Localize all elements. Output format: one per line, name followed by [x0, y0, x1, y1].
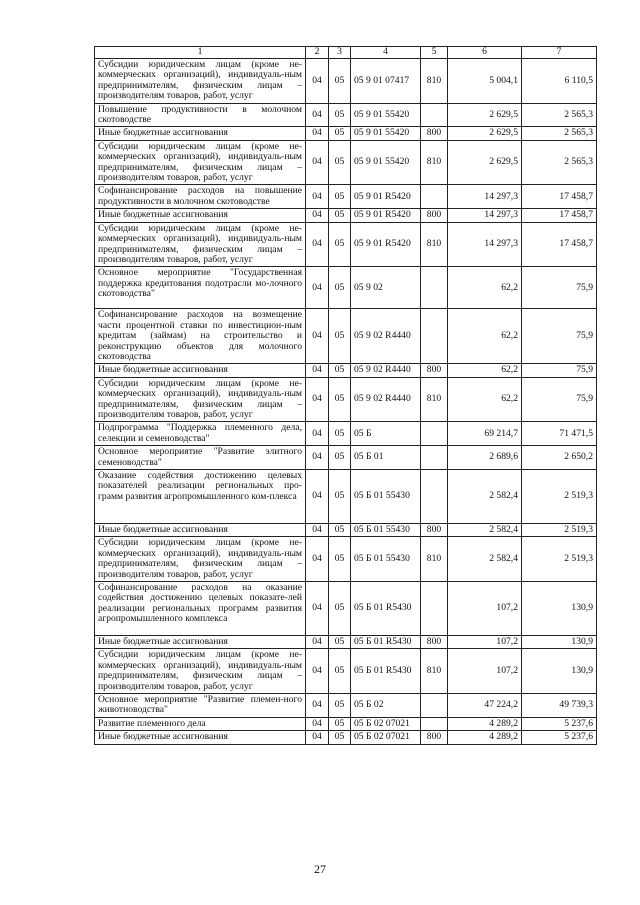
table-row [95, 731, 597, 744]
row-amount-1-cell: 2 582,4 [448, 524, 522, 537]
row-subsection-cell: 05 [329, 59, 351, 104]
table-row [95, 470, 597, 524]
row-amount-1-cell: 62,2 [448, 309, 522, 364]
row-amount-2-cell: 17 458,7 [522, 185, 597, 209]
row-amount-1-cell: 2 582,4 [448, 470, 522, 524]
row-subsection-cell: 05 [329, 209, 351, 222]
table-row [95, 267, 597, 309]
row-name-cell: Подпрограмма "Поддержка племенного дела, селекции и семеноводства" [95, 422, 306, 446]
row-section-cell: 04 [306, 140, 329, 185]
row-amount-1-cell: 62,2 [448, 267, 522, 309]
row-name-cell: Софинансирование расходов на повышение продуктивности в молочном скотоводстве [95, 185, 306, 209]
table-row [95, 222, 597, 267]
row-expense-type-cell [421, 470, 448, 524]
row-target-article-cell: 05 Б 01 55430 [351, 470, 421, 524]
table-row [95, 582, 597, 636]
row-amount-2-cell: 2 565,3 [522, 127, 597, 140]
row-target-article-cell: 05 9 01 07417 [351, 59, 421, 104]
table-row [95, 524, 597, 537]
row-target-article-cell: 05 Б 01 55430 [351, 537, 421, 582]
row-amount-1-cell: 62,2 [448, 377, 522, 422]
row-amount-2-cell: 2 519,3 [522, 470, 597, 524]
row-amount-1-cell: 14 297,3 [448, 222, 522, 267]
row-amount-1-cell: 47 224,2 [448, 694, 522, 718]
row-name-cell: Субсидии юридическим лицам (кроме не-коммерческих организаций), индивидуаль-ным предпринимателям, физическим лицам – производителям товаров, работ, услуг [95, 59, 306, 104]
row-amount-2-cell: 2 565,3 [522, 103, 597, 127]
row-target-article-cell: 05 9 02 [351, 267, 421, 309]
row-target-article-cell: 05 9 01 R5420 [351, 222, 421, 267]
row-section-cell: 04 [306, 267, 329, 309]
table-row [95, 185, 597, 209]
row-amount-2-cell: 2 519,3 [522, 524, 597, 537]
row-name-cell: Основное мероприятие "Развитие элитного семеноводства" [95, 446, 306, 470]
row-target-article-cell: 05 Б 01 [351, 446, 421, 470]
table-row [95, 717, 597, 730]
row-name-cell: Субсидии юридическим лицам (кроме не-коммерческих организаций), индивидуаль-ным предпринимателям, физическим лицам – производителям товаров, работ, услуг [95, 222, 306, 267]
row-target-article-cell: 05 Б 01 R5430 [351, 582, 421, 636]
table-row [95, 140, 597, 185]
row-name-cell: Развитие племенного дела [95, 717, 306, 730]
row-section-cell: 04 [306, 364, 329, 377]
header-cell: 7 [522, 47, 597, 59]
row-target-article-cell: 05 9 02 R4440 [351, 377, 421, 422]
row-subsection-cell: 05 [329, 127, 351, 140]
row-section-cell: 04 [306, 582, 329, 636]
header-cell: 3 [329, 47, 351, 59]
row-amount-2-cell: 5 237,6 [522, 731, 597, 744]
row-name-cell: Иные бюджетные ассигнования [95, 636, 306, 649]
row-target-article-cell: 05 Б 02 [351, 694, 421, 718]
row-subsection-cell: 05 [329, 103, 351, 127]
row-section-cell: 04 [306, 127, 329, 140]
row-expense-type-cell: 810 [421, 537, 448, 582]
row-section-cell: 04 [306, 524, 329, 537]
row-amount-1-cell: 14 297,3 [448, 209, 522, 222]
budget-table-sheet [94, 46, 596, 745]
header-cell: 4 [351, 47, 421, 59]
row-section-cell: 04 [306, 731, 329, 744]
row-target-article-cell: 05 Б 01 55430 [351, 524, 421, 537]
table-row [95, 649, 597, 694]
row-amount-2-cell: 17 458,7 [522, 209, 597, 222]
row-amount-2-cell: 75,9 [522, 377, 597, 422]
row-amount-2-cell: 75,9 [522, 267, 597, 309]
row-subsection-cell: 05 [329, 649, 351, 694]
table-row [95, 446, 597, 470]
row-amount-2-cell: 5 237,6 [522, 717, 597, 730]
row-subsection-cell: 05 [329, 377, 351, 422]
row-name-cell: Оказание содействия достижению целевых показателей реализации региональных про-грамм развития агропромышленного ком-плекса [95, 470, 306, 524]
row-target-article-cell: 05 9 01 55420 [351, 103, 421, 127]
table-row [95, 309, 597, 364]
row-amount-2-cell: 2 565,3 [522, 140, 597, 185]
row-name-cell: Иные бюджетные ассигнования [95, 209, 306, 222]
row-amount-1-cell: 107,2 [448, 582, 522, 636]
row-expense-type-cell: 810 [421, 140, 448, 185]
row-amount-1-cell: 69 214,7 [448, 422, 522, 446]
row-amount-1-cell: 107,2 [448, 649, 522, 694]
row-subsection-cell: 05 [329, 582, 351, 636]
row-expense-type-cell: 800 [421, 209, 448, 222]
row-section-cell: 04 [306, 377, 329, 422]
row-expense-type-cell [421, 446, 448, 470]
row-target-article-cell: 05 9 02 R4440 [351, 364, 421, 377]
row-target-article-cell: 05 9 01 R5420 [351, 185, 421, 209]
row-subsection-cell: 05 [329, 267, 351, 309]
row-section-cell: 04 [306, 649, 329, 694]
row-amount-2-cell: 75,9 [522, 364, 597, 377]
row-subsection-cell: 05 [329, 364, 351, 377]
row-expense-type-cell: 800 [421, 364, 448, 377]
row-section-cell: 04 [306, 422, 329, 446]
row-expense-type-cell: 810 [421, 377, 448, 422]
row-expense-type-cell: 810 [421, 649, 448, 694]
table-row [95, 59, 597, 104]
row-target-article-cell: 05 Б [351, 422, 421, 446]
row-name-cell: Иные бюджетные ассигнования [95, 731, 306, 744]
row-amount-2-cell: 17 458,7 [522, 222, 597, 267]
row-amount-1-cell: 2 629,5 [448, 140, 522, 185]
row-subsection-cell: 05 [329, 636, 351, 649]
row-target-article-cell: 05 9 01 55420 [351, 140, 421, 185]
row-subsection-cell: 05 [329, 140, 351, 185]
row-amount-1-cell: 2 629,5 [448, 103, 522, 127]
table-row [95, 103, 597, 127]
row-target-article-cell: 05 Б 01 R5430 [351, 636, 421, 649]
row-amount-1-cell: 14 297,3 [448, 185, 522, 209]
row-section-cell: 04 [306, 446, 329, 470]
row-amount-1-cell: 4 289,2 [448, 731, 522, 744]
row-subsection-cell: 05 [329, 222, 351, 267]
row-expense-type-cell [421, 694, 448, 718]
row-name-cell: Иные бюджетные ассигнования [95, 127, 306, 140]
table-row [95, 209, 597, 222]
row-amount-1-cell: 4 289,2 [448, 717, 522, 730]
row-section-cell: 04 [306, 59, 329, 104]
table-row [95, 127, 597, 140]
row-section-cell: 04 [306, 103, 329, 127]
budget-table [94, 46, 597, 745]
header-cell: 2 [306, 47, 329, 59]
row-name-cell: Софинансирование расходов на возмещение части процентной ставки по инвестицион-ным кредитам (займам) на строительство и реконструкцию объектов для молочного скотоводства [95, 309, 306, 364]
row-amount-2-cell: 130,9 [522, 582, 597, 636]
header-cell: 1 [95, 47, 306, 59]
row-subsection-cell: 05 [329, 185, 351, 209]
row-amount-2-cell: 130,9 [522, 649, 597, 694]
row-expense-type-cell [421, 267, 448, 309]
row-name-cell: Основное мероприятие "Государственная поддержка кредитования подотрасли мо-лочного скотоводства" [95, 267, 306, 309]
table-row [95, 422, 597, 446]
row-expense-type-cell [421, 103, 448, 127]
row-target-article-cell: 05 9 02 R4440 [351, 309, 421, 364]
row-section-cell: 04 [306, 537, 329, 582]
row-expense-type-cell: 800 [421, 636, 448, 649]
row-name-cell: Субсидии юридическим лицам (кроме не-коммерческих организаций), индивидуаль-ным предпринимателям, физическим лицам – производителям товаров, работ, услуг [95, 377, 306, 422]
row-expense-type-cell [421, 717, 448, 730]
row-amount-1-cell: 2 582,4 [448, 537, 522, 582]
row-amount-1-cell: 2 689,6 [448, 446, 522, 470]
row-subsection-cell: 05 [329, 446, 351, 470]
row-amount-1-cell: 5 004,1 [448, 59, 522, 104]
row-section-cell: 04 [306, 717, 329, 730]
row-subsection-cell: 05 [329, 731, 351, 744]
row-section-cell: 04 [306, 222, 329, 267]
table-row [95, 377, 597, 422]
row-expense-type-cell: 810 [421, 222, 448, 267]
row-amount-2-cell: 2 519,3 [522, 537, 597, 582]
row-name-cell: Повышение продуктивности в молочном скотоводстве [95, 103, 306, 127]
row-section-cell: 04 [306, 185, 329, 209]
row-expense-type-cell: 800 [421, 731, 448, 744]
row-amount-2-cell: 49 739,3 [522, 694, 597, 718]
row-name-cell: Иные бюджетные ассигнования [95, 524, 306, 537]
row-amount-1-cell: 62,2 [448, 364, 522, 377]
row-section-cell: 04 [306, 694, 329, 718]
row-expense-type-cell [421, 582, 448, 636]
row-amount-2-cell: 6 110,5 [522, 59, 597, 104]
row-expense-type-cell [421, 309, 448, 364]
row-target-article-cell: 05 Б 02 07021 [351, 731, 421, 744]
row-amount-1-cell: 2 629,5 [448, 127, 522, 140]
row-target-article-cell: 05 9 01 55420 [351, 127, 421, 140]
row-amount-2-cell: 130,9 [522, 636, 597, 649]
row-amount-2-cell: 2 650,2 [522, 446, 597, 470]
row-subsection-cell: 05 [329, 537, 351, 582]
row-subsection-cell: 05 [329, 717, 351, 730]
row-name-cell: Субсидии юридическим лицам (кроме не-коммерческих организаций), индивидуаль-ным предпринимателям, физическим лицам – производителям товаров, работ, услуг [95, 649, 306, 694]
table-row [95, 694, 597, 718]
page-number: 27 [314, 862, 326, 876]
row-subsection-cell: 05 [329, 422, 351, 446]
row-name-cell: Субсидии юридическим лицам (кроме не-коммерческих организаций), индивидуаль-ным предпринимателям, физическим лицам – производителям товаров, работ, услуг [95, 140, 306, 185]
row-expense-type-cell: 800 [421, 524, 448, 537]
row-name-cell: Иные бюджетные ассигнования [95, 364, 306, 377]
row-expense-type-cell: 800 [421, 127, 448, 140]
row-target-article-cell: 05 Б 01 R5430 [351, 649, 421, 694]
row-amount-2-cell: 71 471,5 [522, 422, 597, 446]
row-amount-1-cell: 107,2 [448, 636, 522, 649]
row-expense-type-cell [421, 422, 448, 446]
table-row [95, 636, 597, 649]
table-row [95, 537, 597, 582]
row-target-article-cell: 05 9 01 R5420 [351, 209, 421, 222]
row-subsection-cell: 05 [329, 524, 351, 537]
row-subsection-cell: 05 [329, 470, 351, 524]
row-section-cell: 04 [306, 470, 329, 524]
header-cell: 5 [421, 47, 448, 59]
row-target-article-cell: 05 Б 02 07021 [351, 717, 421, 730]
row-expense-type-cell [421, 185, 448, 209]
row-name-cell: Софинансирование расходов на оказание содействия достижению целевых показате-лей реализации региональных программ развития агропромышленного комплекса [95, 582, 306, 636]
row-expense-type-cell: 810 [421, 59, 448, 104]
table-row [95, 364, 597, 377]
row-section-cell: 04 [306, 209, 329, 222]
row-name-cell: Субсидии юридическим лицам (кроме не-коммерческих организаций), индивидуаль-ным предпринимателям, физическим лицам – производителям товаров, работ, услуг [95, 537, 306, 582]
row-section-cell: 04 [306, 309, 329, 364]
row-name-cell: Основное мероприятие "Развитие племен-ного животноводства" [95, 694, 306, 718]
row-subsection-cell: 05 [329, 694, 351, 718]
header-row [95, 47, 597, 59]
row-section-cell: 04 [306, 636, 329, 649]
row-amount-2-cell: 75,9 [522, 309, 597, 364]
header-cell: 6 [448, 47, 522, 59]
row-subsection-cell: 05 [329, 309, 351, 364]
